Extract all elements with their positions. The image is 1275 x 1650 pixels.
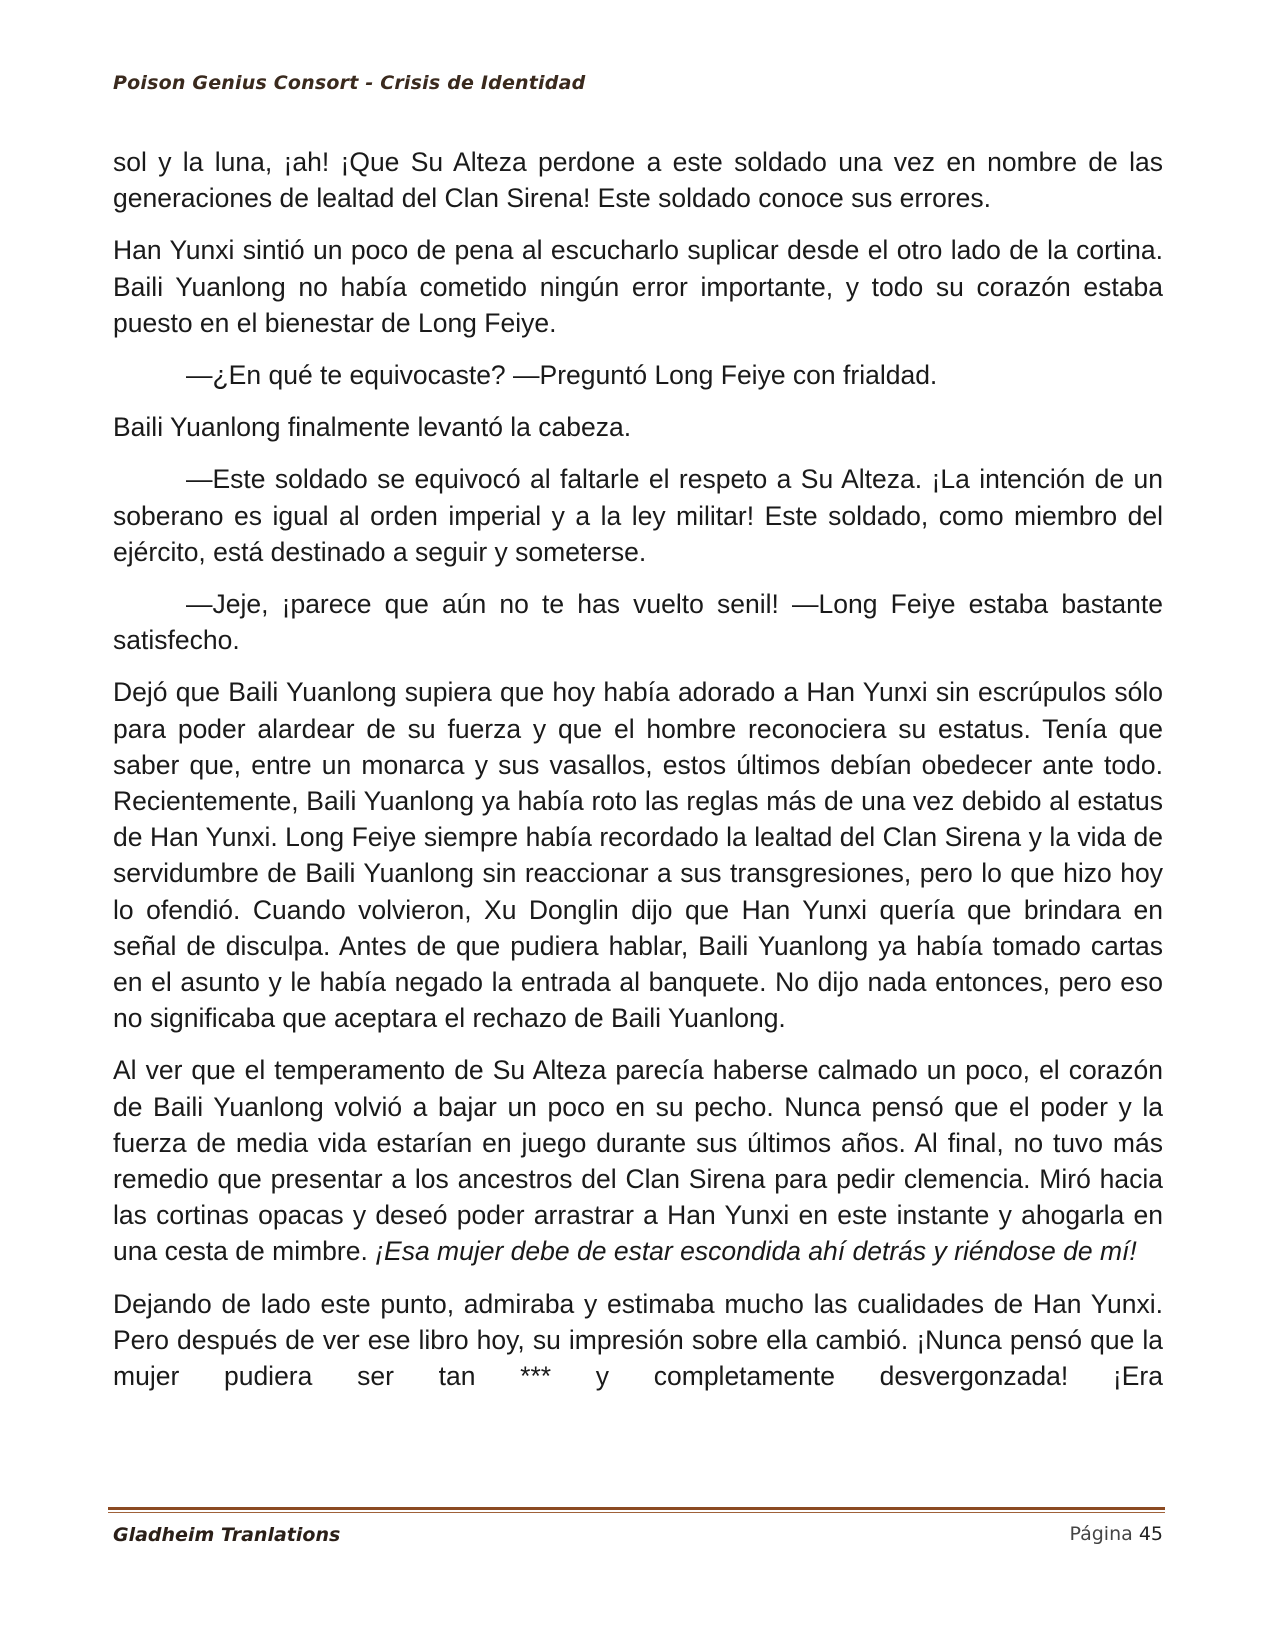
- paragraph: [113, 1052, 1163, 1269]
- footer-page-number: [1069, 1523, 1163, 1545]
- paragraph: Han Yunxi sintió un poco de pena al escucharlo suplicar desde el otro lado de la cortina. Baili Yuanlong no había cometido ningún error importante, y todo su corazón estaba puesto en el bienestar de Long Feiye.: [113, 235, 1163, 338]
- body-text: [113, 144, 1163, 1394]
- paragraph-text: Al ver que el temperamento de Su Alteza parecía haberse calmado un poco, el corazón de Baili Yuanlong volvió a bajar un poco en su pecho. Nunca pensó que el poder y la fuerza de media vida estarían en juego durante sus últimos años. Al final, no tuvo más remedio que presentar a los ancestros del Clan Sirena para pedir clemencia. Miró hacia las cortinas opacas y deseó poder arrastrar a Han Yunxi en este instante y ahogarla en una cesta de mimbre.: [113, 1055, 1163, 1267]
- running-header-title: Poison Genius Consort - Crisis de Identidad: [113, 72, 586, 94]
- paragraph: sol y la luna, ¡ah! ¡Que Su Alteza perdone a este soldado una vez en nombre de las generaciones de lealtad del Clan Sirena! Este soldado conoce sus errores.: [113, 147, 1163, 214]
- paragraph: Dejó que Baili Yuanlong supiera que hoy había adorado a Han Yunxi sin escrúpulos sólo para poder alardear de su fuerza y que el hombre reconociera su estatus. Tenía que saber que, entre un monarca y sus vasallos, estos últimos debían obedecer ante todo. Recientemente, Baili Yuanlong ya había roto las reglas más de una vez debido al estatus de Han Yunxi. Long Feiye siempre había recordado la lealtad del Clan Sirena y la vida de servidumbre de Baili Yuanlong sin reaccionar a sus transgresiones, pero lo que hizo hoy lo ofendió. Cuando volvieron, Xu Donglin dijo que Han Yunxi quería que brindara en señal de disculpa. Antes de que pudiera hablar, Baili Yuanlong ya había tomado cartas en el asunto y le había negado la entrada al banquete. No dijo nada entonces, pero eso no significaba que aceptara el rechazo de Baili Yuanlong.: [113, 677, 1163, 1034]
- footer-rule-thin: [108, 1512, 1165, 1513]
- italic-thought: ¡Esa mujer debe de estar escondida ahí detrás y riéndose de mí!: [375, 1236, 1137, 1267]
- dialogue-paragraph: —Jeje, ¡parece que aún no te has vuelto senil! —Long Feiye estaba bastante satisfecho.: [113, 589, 1163, 656]
- paragraph: Dejando de lado este punto, admiraba y estimaba mucho las cualidades de Han Yunxi. Pero después de ver ese libro hoy, su impresión sobre ella cambió. ¡Nunca pensó que la mujer pudiera ser tan *** y completamente desvergonzada! ¡Era: [113, 1288, 1163, 1392]
- dialogue-paragraph: —¿En qué te equivocaste? —Preguntó Long Feiye con frialdad.: [186, 360, 938, 391]
- paragraph: Baili Yuanlong finalmente levantó la cabeza.: [113, 412, 632, 443]
- dialogue-paragraph: —Este soldado se equivocó al faltarle el respeto a Su Alteza. ¡La intención de un soberano es igual al orden imperial y a la ley militar! Este soldado, como miembro del ejército, está destinado a seguir y someterse.: [113, 464, 1163, 567]
- page-number: 45: [1138, 1523, 1163, 1545]
- page-label: Página: [1069, 1523, 1133, 1545]
- footer-rule: [108, 1507, 1165, 1510]
- footer-translator-credit: Gladheim Tranlations: [113, 1524, 341, 1546]
